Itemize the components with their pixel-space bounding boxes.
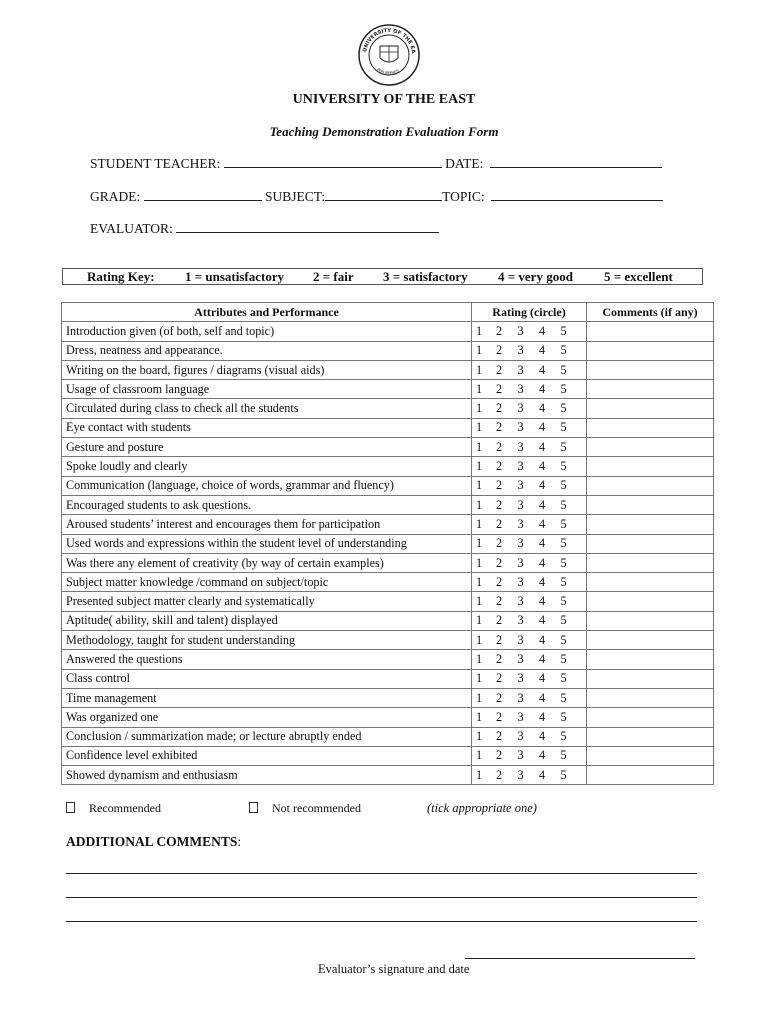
rating-option[interactable]: 4	[539, 632, 546, 647]
rating-option[interactable]: 5	[560, 671, 567, 686]
rating-cell	[472, 476, 587, 495]
rating-option[interactable]: 2	[496, 439, 503, 454]
rating-option[interactable]: 1	[476, 478, 483, 493]
rating-option[interactable]: 1	[476, 497, 483, 512]
comment-cell[interactable]	[587, 341, 714, 360]
rating-option[interactable]: 5	[560, 497, 567, 512]
comment-cell[interactable]	[587, 766, 714, 785]
table-row	[62, 631, 714, 650]
attribute-cell: Presented subject matter clearly and systematically	[62, 592, 472, 611]
rating-option[interactable]: 1	[476, 671, 483, 686]
rating-option[interactable]: 2	[496, 574, 503, 589]
rating-option[interactable]: 5	[560, 439, 567, 454]
signature-line[interactable]	[465, 958, 695, 959]
rating-option[interactable]: 1	[476, 420, 483, 435]
rating-key-item: 1 = unsatisfactory	[185, 269, 285, 284]
rating-option[interactable]: 4	[539, 613, 546, 628]
table-row	[62, 708, 714, 727]
comment-cell[interactable]	[587, 669, 714, 688]
rating-option[interactable]: 1	[476, 729, 483, 744]
rating-option[interactable]: 2	[496, 420, 503, 435]
rating-option[interactable]: 1	[476, 555, 483, 570]
rating-option[interactable]: 5	[560, 362, 567, 377]
rating-option[interactable]: 1	[476, 439, 483, 454]
rating-cell	[472, 515, 587, 534]
additional-comments-heading: ADDITIONAL COMMENTS:	[66, 834, 242, 849]
table-row	[62, 495, 714, 514]
table-row	[62, 418, 714, 437]
attribute-cell: Communication (language, choice of words, grammar and fluency)	[62, 476, 472, 495]
rating-option[interactable]: 3	[517, 401, 524, 416]
rating-cell	[472, 592, 587, 611]
rating-option[interactable]: 4	[539, 516, 546, 531]
rating-option[interactable]: 1	[476, 343, 483, 358]
table-row	[62, 457, 714, 476]
rating-option[interactable]: 1	[476, 632, 483, 647]
subject-blank[interactable]	[325, 188, 442, 201]
rating-option[interactable]: 4	[539, 729, 546, 744]
table-row	[62, 766, 714, 785]
rating-option[interactable]: 2	[496, 748, 503, 763]
rating-option[interactable]: 3	[517, 459, 524, 474]
rating-option[interactable]: 1	[476, 709, 483, 724]
table-row	[62, 476, 714, 495]
rating-option[interactable]: 4	[539, 748, 546, 763]
rating-option[interactable]: 2	[496, 497, 503, 512]
comment-cell[interactable]	[587, 515, 714, 534]
rating-option[interactable]: 4	[539, 478, 546, 493]
rating-option[interactable]: 5	[560, 555, 567, 570]
rating-option[interactable]: 3	[517, 748, 524, 763]
comment-cell[interactable]	[587, 360, 714, 379]
topic-label: TOPIC:	[442, 189, 485, 204]
date-label: DATE:	[445, 156, 484, 171]
comment-line[interactable]	[66, 897, 697, 898]
table-row	[62, 380, 714, 399]
rating-option[interactable]: 4	[539, 536, 546, 551]
comment-cell[interactable]	[587, 688, 714, 707]
rating-option[interactable]: 1	[476, 574, 483, 589]
rating-cell	[472, 727, 587, 746]
rating-option[interactable]: 2	[496, 632, 503, 647]
table-row	[62, 746, 714, 765]
attribute-cell: Used words and expressions within the student level of understanding	[62, 534, 472, 553]
rating-option[interactable]: 2	[496, 362, 503, 377]
comment-cell[interactable]	[587, 438, 714, 457]
rating-option[interactable]: 2	[496, 767, 503, 782]
rating-option[interactable]: 3	[517, 594, 524, 609]
rating-option[interactable]: 4	[539, 497, 546, 512]
rating-cell	[472, 534, 587, 553]
rating-option[interactable]: 3	[517, 343, 524, 358]
evaluator-row	[90, 220, 439, 237]
table-row	[62, 727, 714, 746]
rating-cell	[472, 341, 587, 360]
table-row	[62, 341, 714, 360]
svg-text:PHILIPPINES: PHILIPPINES	[375, 66, 400, 76]
comment-cell[interactable]	[587, 727, 714, 746]
comment-cell[interactable]	[587, 631, 714, 650]
rating-cell	[472, 611, 587, 630]
rating-cell	[472, 553, 587, 572]
attribute-cell: Confidence level exhibited	[62, 746, 472, 765]
evaluation-table	[61, 302, 714, 785]
recommended-label: Recommended	[89, 801, 161, 815]
rating-option[interactable]: 3	[517, 613, 524, 628]
rating-option[interactable]: 3	[517, 767, 524, 782]
rating-option[interactable]: 1	[476, 459, 483, 474]
comment-cell[interactable]	[587, 457, 714, 476]
attribute-cell: Conclusion / summarization made; or lecture abruptly ended	[62, 727, 472, 746]
form-title: Teaching Demonstration Evaluation Form	[269, 124, 499, 139]
rating-option[interactable]: 5	[560, 767, 567, 782]
rating-option[interactable]: 2	[496, 381, 503, 396]
svg-text:UNIVERSITY OF THE EAST: UNIVERSITY OF THE EA	[362, 27, 417, 54]
recommended-checkbox[interactable]	[66, 802, 75, 813]
rating-option[interactable]: 4	[539, 709, 546, 724]
rating-option[interactable]: 3	[517, 632, 524, 647]
rating-option[interactable]: 3	[517, 690, 524, 705]
table-row	[62, 611, 714, 630]
rating-option[interactable]: 1	[476, 613, 483, 628]
attribute-cell: Introduction given (of both, self and topic)	[62, 322, 472, 341]
rating-option[interactable]: 4	[539, 671, 546, 686]
rating-option[interactable]: 4	[539, 574, 546, 589]
rating-option[interactable]: 2	[496, 709, 503, 724]
rating-option[interactable]: 2	[496, 516, 503, 531]
rating-cell	[472, 631, 587, 650]
attribute-cell: Spoke loudly and clearly	[62, 457, 472, 476]
comment-cell[interactable]	[587, 708, 714, 727]
comment-cell[interactable]	[587, 534, 714, 553]
rating-option[interactable]: 3	[517, 381, 524, 396]
table-header-row	[62, 303, 714, 322]
grade-blank[interactable]	[144, 188, 262, 201]
rating-option[interactable]: 5	[560, 478, 567, 493]
rating-option[interactable]: 5	[560, 323, 567, 338]
comment-cell[interactable]	[587, 746, 714, 765]
attribute-cell: Was organized one	[62, 708, 472, 727]
attribute-cell: Showed dynamism and enthusiasm	[62, 766, 472, 785]
comment-cell[interactable]	[587, 650, 714, 669]
rating-cell	[472, 380, 587, 399]
rating-option[interactable]: 4	[539, 323, 546, 338]
rating-option[interactable]: 3	[517, 362, 524, 377]
rating-option[interactable]: 2	[496, 555, 503, 570]
rating-cell	[472, 650, 587, 669]
rating-option[interactable]: 2	[496, 671, 503, 686]
rating-cell	[472, 708, 587, 727]
table-row	[62, 688, 714, 707]
rating-cell	[472, 495, 587, 514]
attribute-cell: Aptitude( ability, skill and talent) displayed	[62, 611, 472, 630]
rating-cell	[472, 360, 587, 379]
rating-option[interactable]: 5	[560, 594, 567, 609]
signature-label: Evaluator’s signature and date	[318, 962, 470, 976]
rating-option[interactable]: 5	[560, 690, 567, 705]
rating-option[interactable]: 4	[539, 401, 546, 416]
table-row	[62, 669, 714, 688]
attribute-cell: Subject matter knowledge /command on subject/topic	[62, 573, 472, 592]
attribute-cell: Time management	[62, 688, 472, 707]
rating-option[interactable]: 1	[476, 516, 483, 531]
comment-cell[interactable]	[587, 380, 714, 399]
table-row	[62, 360, 714, 379]
student-teacher-label: STUDENT TEACHER:	[90, 156, 221, 171]
not-recommended-label: Not recommended	[272, 801, 361, 815]
table-row	[62, 650, 714, 669]
attribute-cell: Circulated during class to check all the students	[62, 399, 472, 418]
attribute-cell: Aroused students’ interest and encourages them for participation	[62, 515, 472, 534]
comment-cell[interactable]	[587, 399, 714, 418]
rating-option[interactable]: 2	[496, 594, 503, 609]
rating-option[interactable]: 2	[496, 536, 503, 551]
rating-option[interactable]: 3	[517, 439, 524, 454]
rating-option[interactable]: 5	[560, 381, 567, 396]
rating-option[interactable]: 2	[496, 459, 503, 474]
rating-option[interactable]: 1	[476, 323, 483, 338]
rating-key-item: 3 = satisfactory	[383, 269, 468, 284]
rating-option[interactable]: 2	[496, 343, 503, 358]
header-rating: Rating (circle)	[472, 303, 587, 322]
rating-option[interactable]: 1	[476, 767, 483, 782]
rating-option[interactable]: 2	[496, 323, 503, 338]
attribute-cell: Answered the questions	[62, 650, 472, 669]
attribute-cell: Methodology, taught for student understanding	[62, 631, 472, 650]
table-row	[62, 515, 714, 534]
rating-option[interactable]: 3	[517, 729, 524, 744]
student-teacher-blank[interactable]	[224, 155, 442, 168]
rating-cell	[472, 688, 587, 707]
rating-option[interactable]: 1	[476, 748, 483, 763]
rating-option[interactable]: 5	[560, 574, 567, 589]
table-row	[62, 322, 714, 341]
header-attributes: Attributes and Performance	[62, 303, 472, 322]
comment-cell[interactable]	[587, 592, 714, 611]
rating-option[interactable]: 1	[476, 381, 483, 396]
comment-cell[interactable]	[587, 322, 714, 341]
topic-blank[interactable]	[491, 188, 663, 201]
university-seal-logo	[358, 24, 420, 86]
comment-cell[interactable]	[587, 573, 714, 592]
rating-option[interactable]: 5	[560, 748, 567, 763]
recommended-option[interactable]	[66, 801, 161, 816]
rating-option[interactable]: 5	[560, 459, 567, 474]
rating-option[interactable]: 5	[560, 613, 567, 628]
rating-key-box	[62, 268, 703, 285]
rating-option[interactable]: 3	[517, 497, 524, 512]
attribute-cell: Usage of classroom language	[62, 380, 472, 399]
table-row	[62, 399, 714, 418]
comment-line[interactable]	[66, 921, 697, 922]
rating-option[interactable]: 1	[476, 401, 483, 416]
table-row	[62, 534, 714, 553]
rating-option[interactable]: 2	[496, 729, 503, 744]
rating-option[interactable]: 4	[539, 690, 546, 705]
grade-label: GRADE:	[90, 189, 141, 204]
rating-option[interactable]: 4	[539, 439, 546, 454]
rating-option[interactable]: 5	[560, 729, 567, 744]
comment-cell[interactable]	[587, 418, 714, 437]
rating-option[interactable]: 2	[496, 690, 503, 705]
rating-option[interactable]: 2	[496, 401, 503, 416]
not-recommended-checkbox[interactable]	[249, 802, 258, 813]
evaluator-label: EVALUATOR:	[90, 221, 173, 236]
table-row	[62, 438, 714, 457]
rating-option[interactable]: 2	[496, 613, 503, 628]
rating-option[interactable]: 4	[539, 767, 546, 782]
rating-option[interactable]: 3	[517, 420, 524, 435]
rating-option[interactable]: 4	[539, 555, 546, 570]
rating-option[interactable]: 4	[539, 651, 546, 666]
student-teacher-row	[90, 155, 662, 172]
not-recommended-option[interactable]	[249, 801, 361, 816]
rating-option[interactable]: 5	[560, 536, 567, 551]
rating-option[interactable]: 2	[496, 651, 503, 666]
rating-option[interactable]: 1	[476, 362, 483, 377]
comment-cell[interactable]	[587, 553, 714, 572]
rating-option[interactable]: 5	[560, 420, 567, 435]
rating-key-item: 2 = fair	[313, 269, 354, 284]
grade-subject-topic-row	[90, 188, 663, 205]
attribute-cell: Gesture and posture	[62, 438, 472, 457]
rating-option[interactable]: 1	[476, 594, 483, 609]
rating-option[interactable]: 5	[560, 632, 567, 647]
rating-option[interactable]: 3	[517, 536, 524, 551]
attribute-cell: Encouraged students to ask questions.	[62, 495, 472, 514]
rating-cell	[472, 669, 587, 688]
rating-cell	[472, 766, 587, 785]
rating-option[interactable]: 4	[539, 594, 546, 609]
rating-option[interactable]: 4	[539, 381, 546, 396]
attribute-cell: Eye contact with students	[62, 418, 472, 437]
rating-option[interactable]: 5	[560, 516, 567, 531]
university-name: UNIVERSITY OF THE EAST	[292, 92, 476, 107]
rating-option[interactable]: 3	[517, 709, 524, 724]
rating-option[interactable]: 2	[496, 478, 503, 493]
rating-option[interactable]: 5	[560, 343, 567, 358]
rating-option[interactable]: 1	[476, 690, 483, 705]
rating-option[interactable]: 3	[517, 516, 524, 531]
rating-option[interactable]: 3	[517, 323, 524, 338]
rating-option[interactable]: 4	[539, 343, 546, 358]
rating-option[interactable]: 4	[539, 459, 546, 474]
rating-key-item: 5 = excellent	[604, 269, 673, 284]
attribute-cell: Class control	[62, 669, 472, 688]
rating-option[interactable]: 5	[560, 709, 567, 724]
rating-cell	[472, 399, 587, 418]
table-row	[62, 573, 714, 592]
rating-cell	[472, 418, 587, 437]
rating-option[interactable]: 3	[517, 574, 524, 589]
evaluator-blank[interactable]	[176, 220, 439, 233]
subject-label: SUBJECT:	[265, 189, 326, 204]
rating-key-item: 4 = very good	[498, 269, 573, 284]
rating-cell	[472, 573, 587, 592]
rating-cell	[472, 746, 587, 765]
table-row	[62, 553, 714, 572]
header-comments: Comments (if any)	[587, 303, 714, 322]
attribute-cell: Writing on the board, figures / diagrams (visual aids)	[62, 360, 472, 379]
rating-option[interactable]: 4	[539, 362, 546, 377]
rating-option[interactable]: 3	[517, 651, 524, 666]
attribute-cell: Was there any element of creativity (by way of certain examples)	[62, 553, 472, 572]
rating-option[interactable]: 3	[517, 478, 524, 493]
rating-option[interactable]: 5	[560, 401, 567, 416]
rating-option[interactable]: 5	[560, 651, 567, 666]
rating-option[interactable]: 1	[476, 536, 483, 551]
rating-cell	[472, 438, 587, 457]
attribute-cell: Dress, neatness and appearance.	[62, 341, 472, 360]
tick-note: (tick appropriate one)	[427, 801, 537, 815]
rating-option[interactable]: 3	[517, 555, 524, 570]
rating-key-label: Rating Key:	[87, 269, 155, 284]
comment-line[interactable]	[66, 873, 697, 874]
rating-cell	[472, 322, 587, 341]
rating-option[interactable]: 3	[517, 671, 524, 686]
comment-cell[interactable]	[587, 476, 714, 495]
comment-cell[interactable]	[587, 611, 714, 630]
rating-option[interactable]: 4	[539, 420, 546, 435]
additional-comments-label: ADDITIONAL COMMENTS	[66, 834, 238, 849]
rating-option[interactable]: 1	[476, 651, 483, 666]
rating-cell	[472, 457, 587, 476]
date-blank[interactable]	[490, 155, 662, 168]
table-row	[62, 592, 714, 611]
comment-cell[interactable]	[587, 495, 714, 514]
